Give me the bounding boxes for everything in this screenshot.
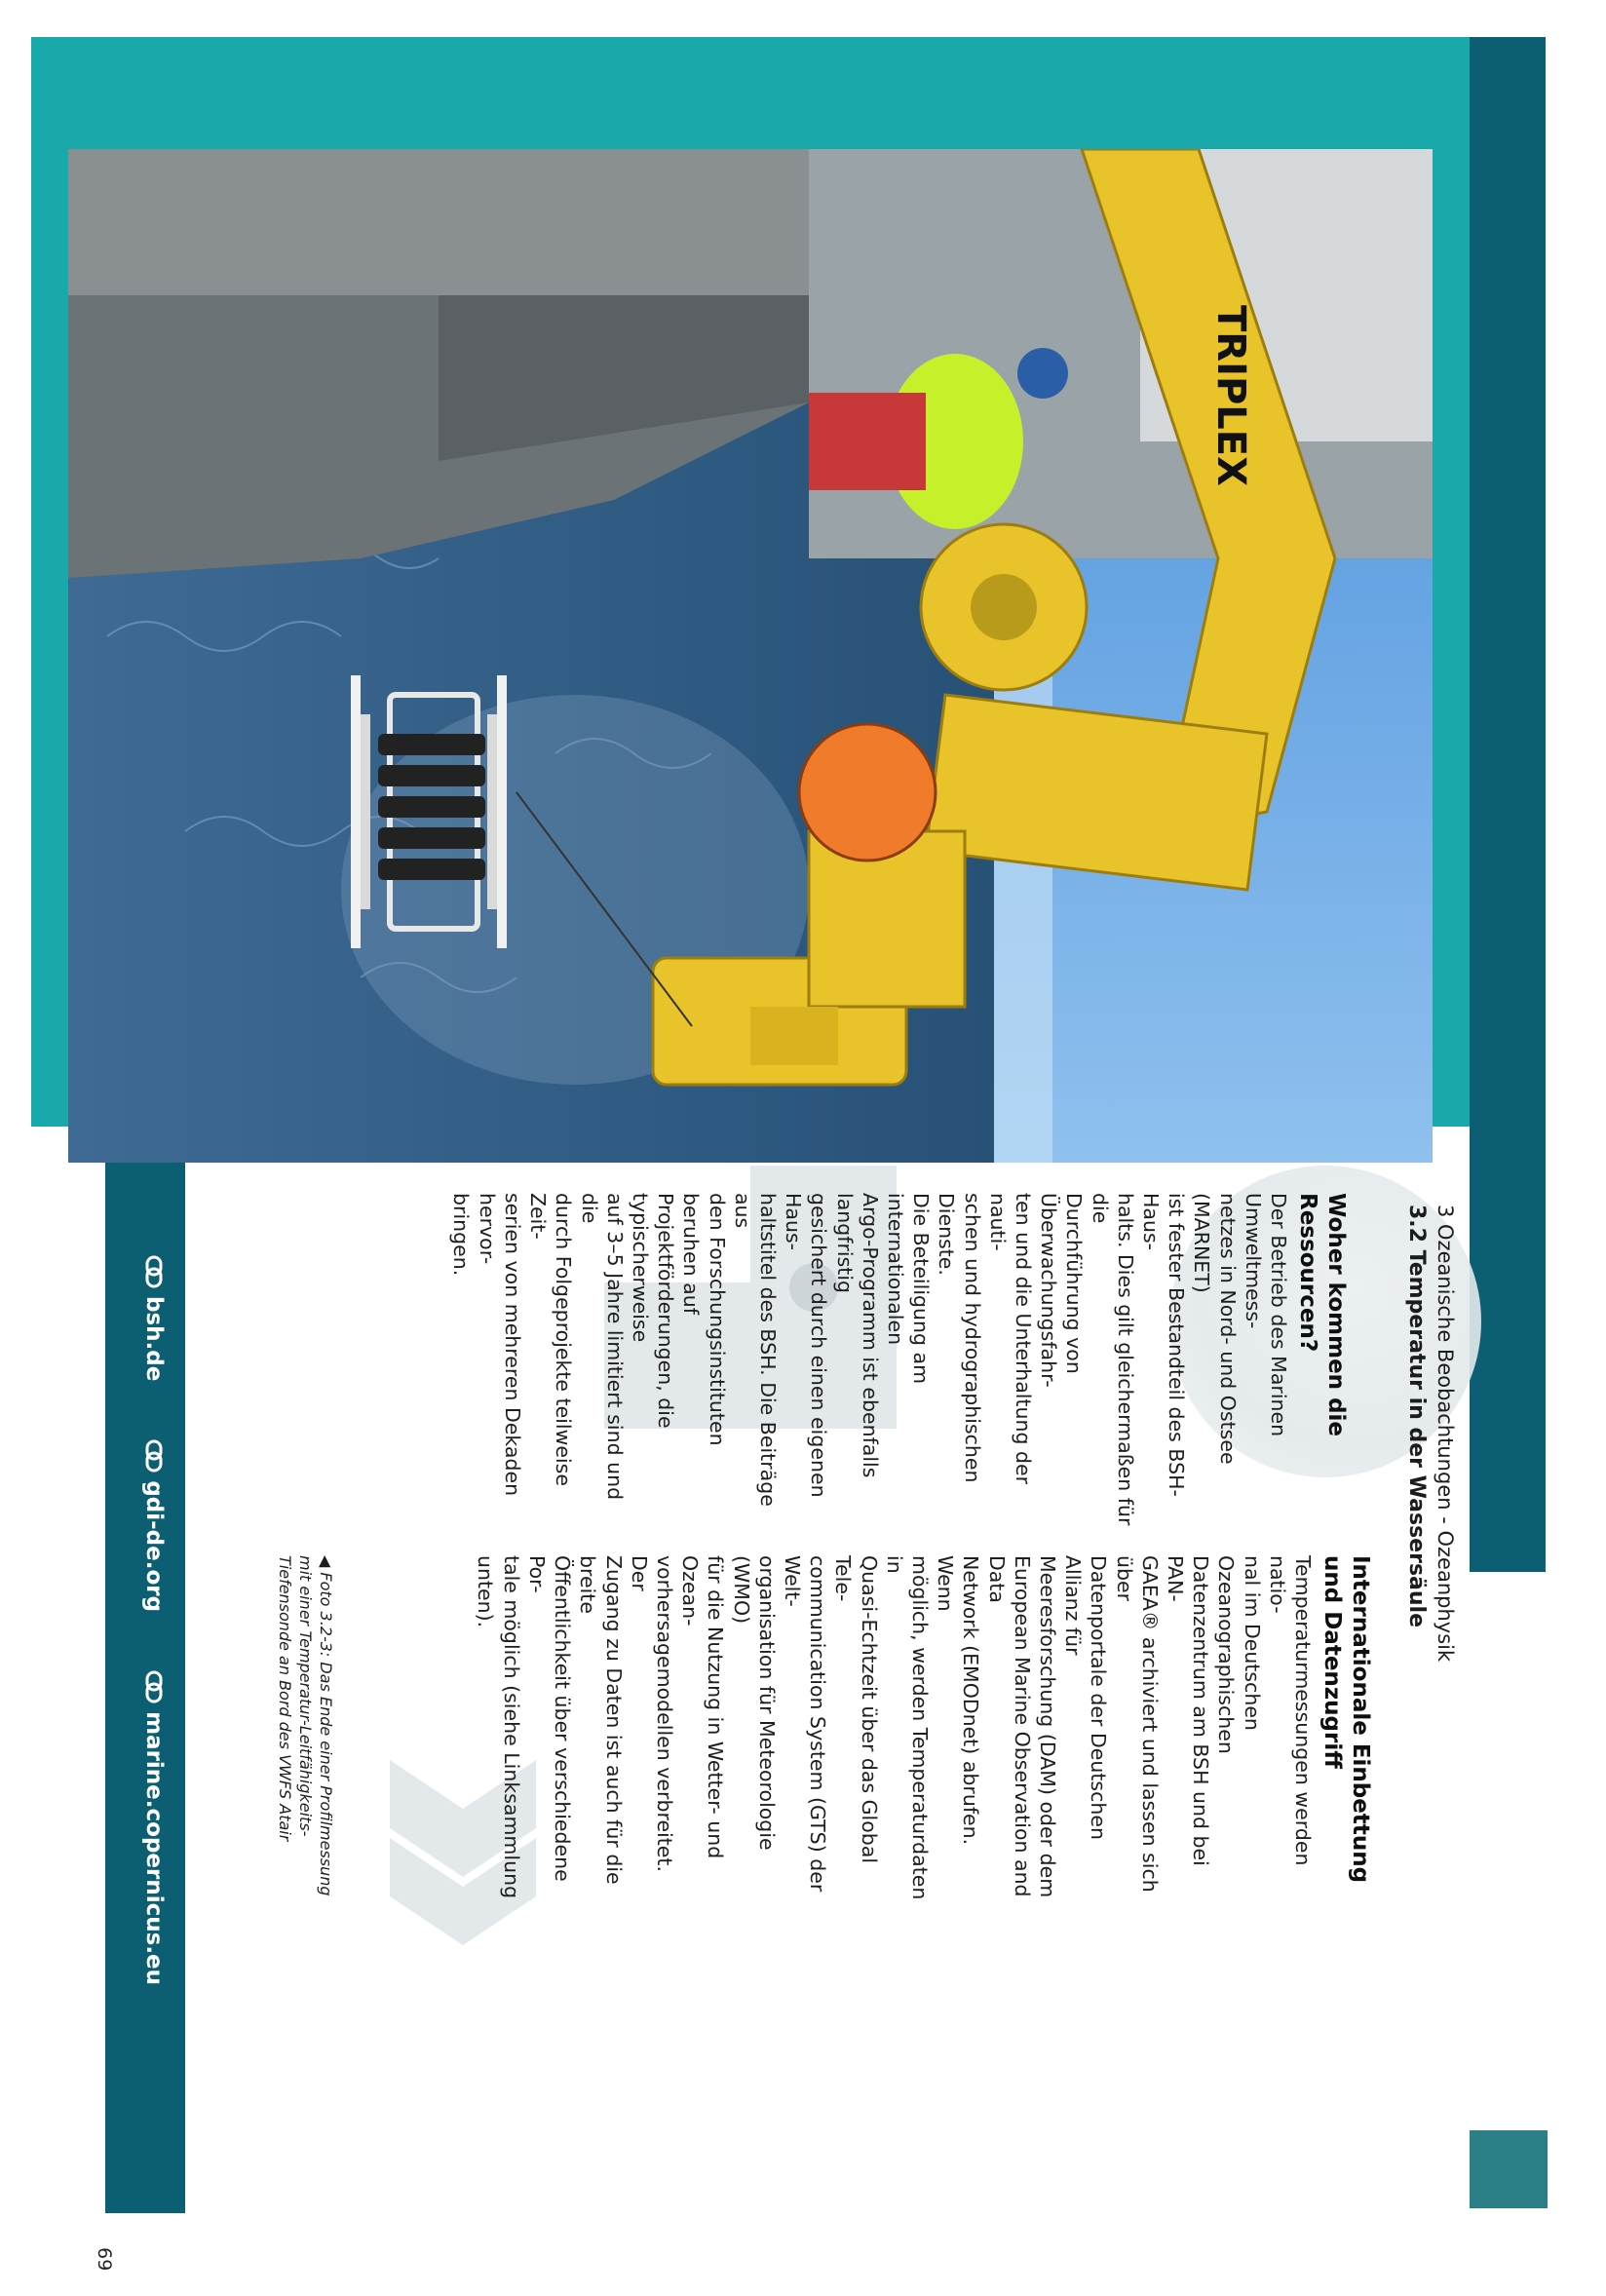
link-label[interactable]: marine.copernicus.eu [141,1711,167,1986]
link-copernicus[interactable] [141,1670,167,1985]
resources-column [448,1193,1350,1534]
ctd-photo [68,149,1433,1163]
photo-caption: ◀ Foto 3.2-3: Das Ende einer Profilmessung mit einer Temperatur-Leitfähigkeits- Tiefensonde an Bord des VWFS Atair [276,1555,335,1896]
chapter-title: 3 Ozeanische Beobachtungen - Ozeanphysik [1434,1205,1457,1663]
link-list [125,1166,183,2296]
data-access-column [473,1555,1374,1906]
link-label[interactable]: gdi-de.org [141,1480,167,1613]
page-number: 69 [94,2247,115,2272]
link-icon [142,1439,166,1473]
page-header [1401,1205,1460,1662]
resources-heading: Woher kommen die Ressourcen? [1295,1193,1349,1437]
link-icon [142,1670,166,1703]
link-bsh[interactable] [141,1255,167,1381]
link-label[interactable]: bsh.de [141,1296,167,1382]
link-gdi-de[interactable] [141,1439,167,1612]
section-title: 3.2 Temperatur in der Wassersäule [1404,1205,1429,1628]
rotated-page-content [94,1166,1520,2296]
resources-body: Der Betrieb des Marinen Umweltmess- netzes in Nord- und Ostsee (MARNET) ist fester Bestandteil des BSH-Haus- halts. Dies gilt gleichermaßen für die Durchführung von Überwachungsfahr- ten und die Unterhaltung der nauti- schen und hydrographischen Dienste. Die Beteiligung am internationalen Argo-Programm ist ebenfalls langfristig gesichert durch einen eigenen Haus- haltstitel des BSH. Die Beiträge aus den Forschungsinstituten beruhen auf Projektförderungen, die typischerweise auf 3–5 Jahre limitiert sind und die durch Folgeprojekte teilweise Zeit- serien von mehreren Dekaden hervor- bringen. [449,1193,1290,1526]
link-icon [142,1255,166,1288]
crane-brand-label: TRIPLEX [1208,305,1253,486]
data-access-heading: Internationale Einbettung und Datenzugriff [1319,1555,1373,1884]
data-access-body: Temperaturmessungen werden natio- nal im Deutschen Ozeanographischen Datenzentrum am BSH und bei PAN- GAEA® archiviert und lassen sich über Datenportale der Deutschen Allianz für Meeresforschung (DAM) oder dem European Marine Observation and Data Network (EMODnet) abrufen. Wenn möglich, werden Temperaturdaten in Quasi-Echtzeit über das Global Tele- communication System (GTS) der Welt- organisation für Meteorologie (WMO) für die Nutzung in Wetter- und Ozean- vorhersagemodellen verbreitet. Der Zugang zu Daten ist auch für die breite Öffentlichkeit über verschiedene Por- tale möglich (siehe Linksammlung unten). [474,1555,1315,1900]
